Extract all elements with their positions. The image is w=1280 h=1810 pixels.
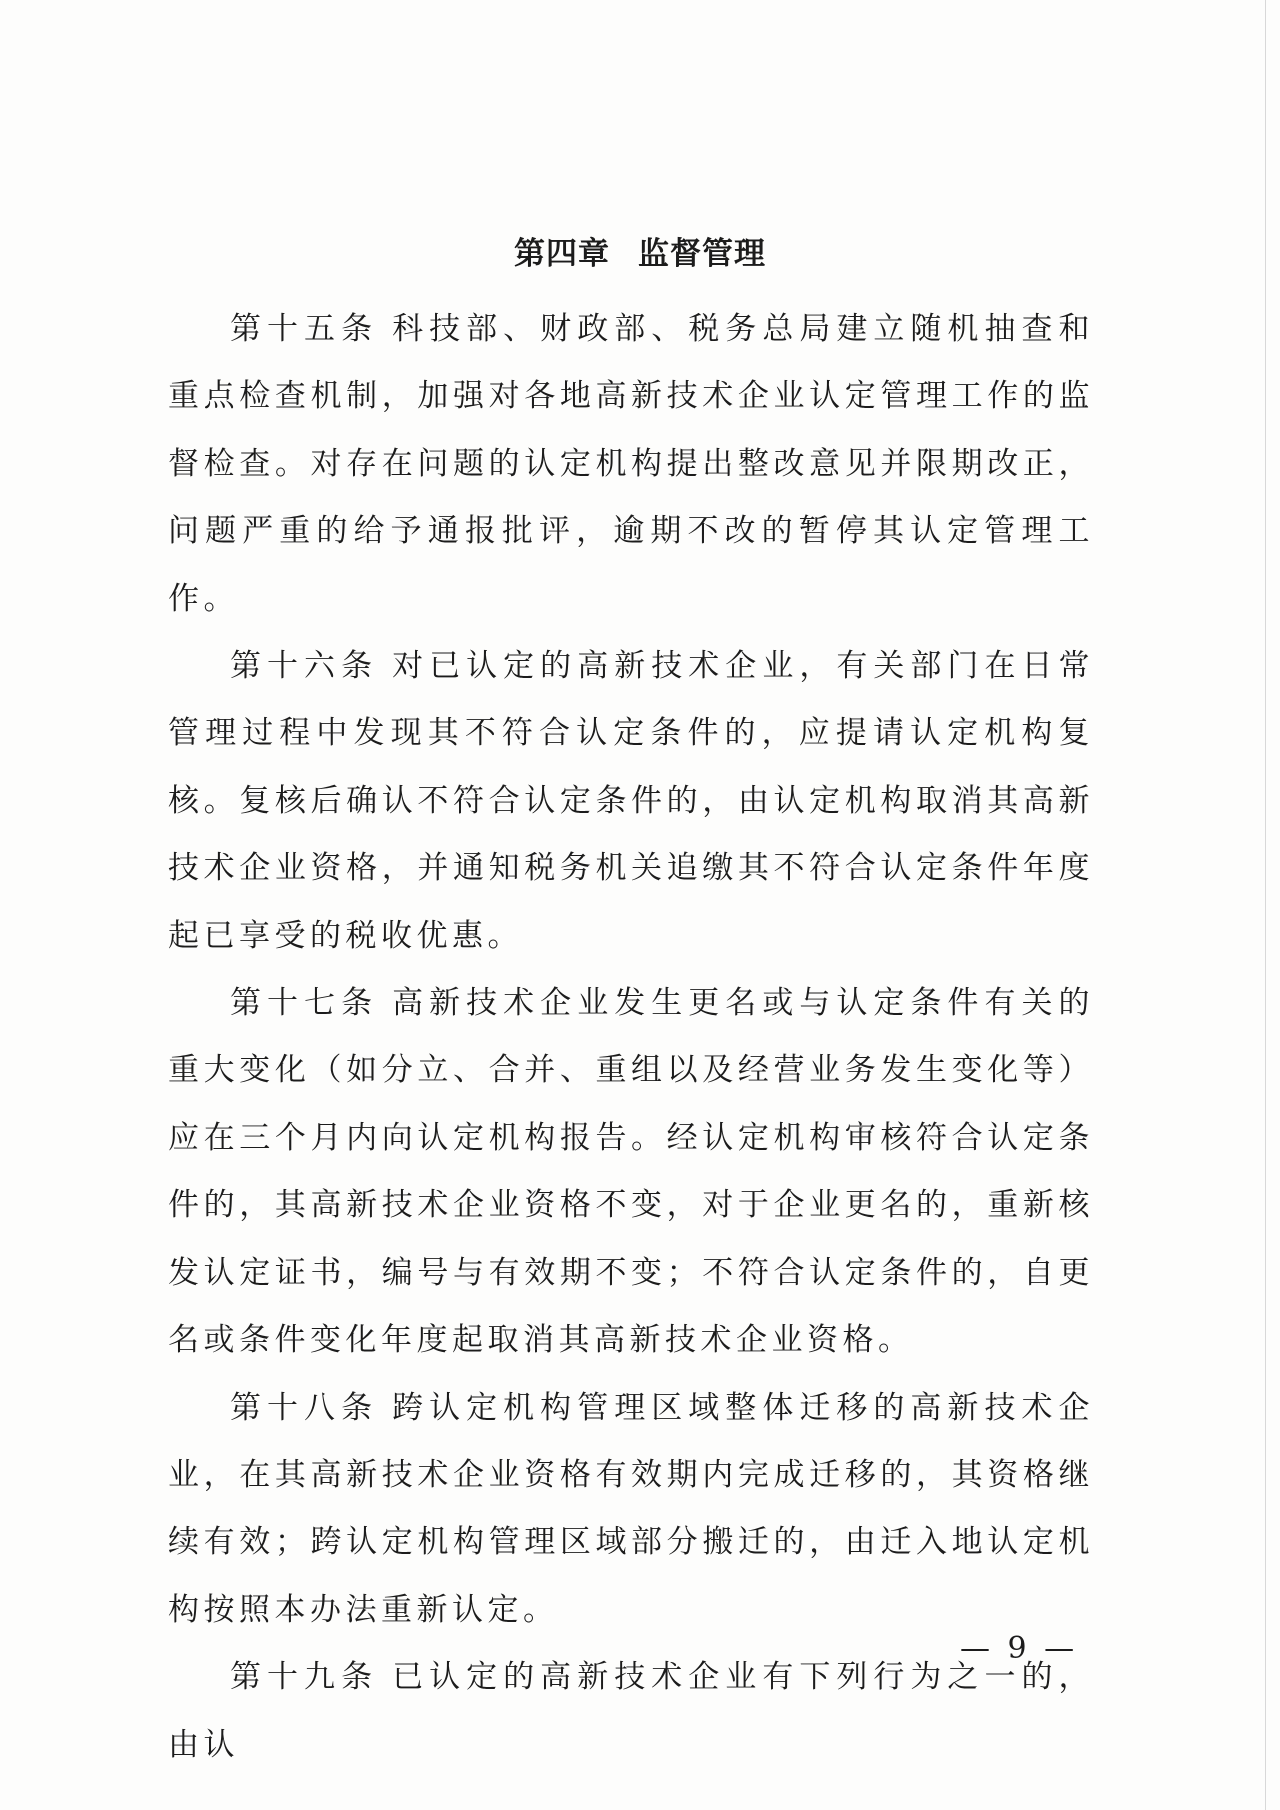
article-text: 对已认定的高新技术企业，有关部门在日常管理过程中发现其不符合认定条件的，应提请认定机构复核。复核后确认不符合认定条件的，由认定机构取消其高新技术企业资格，并通知税务机关追缴其不符合认定条件年度起已享受的税收优惠。 — [168, 648, 1095, 954]
article-paragraph — [168, 296, 1094, 633]
article-paragraph — [168, 970, 1094, 1374]
article-paragraph — [168, 1375, 1094, 1645]
chapter-title-text: 监督管理 — [638, 236, 766, 272]
article-text: 高新技术企业发生更名或与认定条件有关的重大变化（如分立、合并、重组以及经营业务发生变化等）应在三个月内向认定机构报告。经认定机构审核符合认定条件的，其高新技术企业资格不变，对于企业更名的，重新核发认定证书，编号与有效期不变；不符合认定条件的，自更名或条件变化年度起取消其高新技术企业资格。 — [168, 985, 1095, 1359]
article-paragraph — [168, 633, 1094, 970]
document-body — [168, 296, 1094, 1779]
article-number: 第十六条 — [230, 648, 379, 685]
article-number: 第十八条 — [230, 1389, 379, 1426]
article-text: 跨认定机构管理区域整体迁移的高新技术企业，在其高新技术企业资格有效期内完成迁移的，其资格继续有效；跨认定机构管理区域部分搬迁的，由迁入地认定机构按照本办法重新认定。 — [168, 1389, 1095, 1628]
article-paragraph — [168, 1644, 1094, 1779]
article-number: 第十九条 — [230, 1659, 379, 1696]
article-number: 第十七条 — [230, 985, 379, 1022]
page-number: — 9 — — [960, 1631, 1079, 1666]
chapter-number: 第四章 — [514, 236, 610, 272]
article-text: 科技部、财政部、税务总局建立随机抽查和重点检查机制，加强对各地高新技术企业认定管理工作的监督检查。对存在问题的认定机构提出整改意见并限期改正，问题严重的给予通报批评，逾期不改的暂停其认定管理工作。 — [168, 311, 1095, 617]
article-text: 已认定的高新技术企业有下列行为之一的，由认 — [168, 1659, 1095, 1763]
chapter-heading — [0, 228, 1280, 273]
article-number: 第十五条 — [230, 311, 379, 347]
